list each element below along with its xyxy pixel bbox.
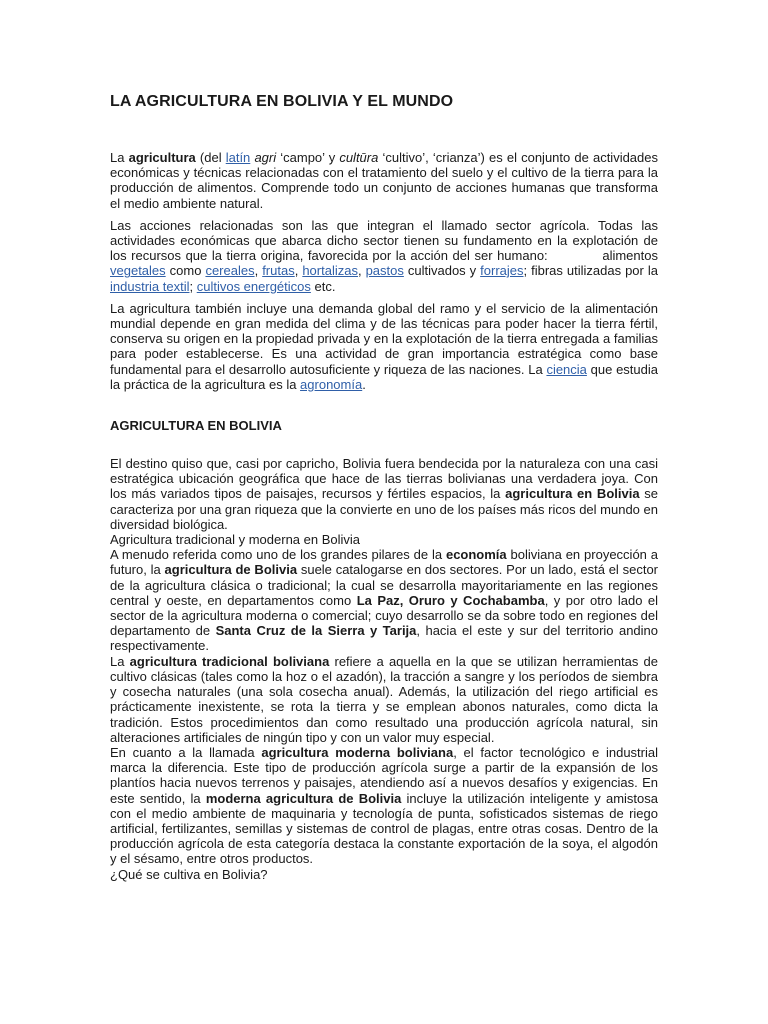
text: La agricultura también incluye una demanda global del ramo y el servicio de la alimentación mundial depende en gran medida del clima y de las técnicas para poder hacer la tierra fértil, conserva su origen en la propiedad privada y en la explotación de la tierra entregada a familias para poder establecerse. Es una actividad de gran importancia estratégica como base fundamental para el desarrollo autosuficiente y riqueza de las naciones. La [110,300,658,377]
paragraph-definition [110,150,658,211]
link-ciencia[interactable]: ciencia [546,361,587,377]
paragraph-tradicional [110,654,658,745]
text: Las acciones relacionadas son las que integran el llamado sector agrícola. Todas las actividades económicas que abarca dicho sector tienen su fundamento en la explotación de los recursos que la tierra origina, favorecida por la acción del ser humano: alimentos [110,217,662,264]
text: cultivados y [403,263,481,279]
text: se caracteriza por una gran riqueza que la convierte en uno de los países más ricos del mundo en diversidad biológica. [110,486,659,532]
text: como [165,263,206,279]
text: ; fibras utilizadas por la [523,263,662,279]
subheading-tradicional-moderna: Agricultura tradicional y moderna en Bolivia [110,532,361,548]
text: (del [195,150,226,165]
section-title: AGRICULTURA EN BOLIVIA [110,418,282,434]
text: , [254,263,263,279]
text: ; [189,278,197,294]
link-agronomia[interactable]: agronomía [300,376,363,392]
bold-term: La Paz, Oruro y Cochabamba [356,592,545,608]
bold-term: Santa Cruz de la Sierra y Tarija [215,623,417,639]
bold-term: agricultura moderna boliviana [261,744,454,760]
text: , [294,263,303,279]
text: boliviana en proyección a futuro, la [110,547,658,578]
text: refiere a aquella en la que se utilizan herramientas de cultivo clásicas (tales como la hoz o el azadón), la tracción a sangre y los períodos de siembra y cosecha naturales (una sola cosecha anual). Además, la utilización del riego artificial es prácticamente inexistente, se rota la tierra y se emplean abonos naturales, como dicta la tradición. Estos procedimientos dan como resultado una producción agrícola natural, sin alteraciones artificiales de ningún tipo y con un valor muy especial. [110,653,658,745]
text: El destino quiso que, casi por capricho, Bolivia fuera bendecida por la naturaleza con una casi estratégica ubicación geográfica que hace de las tierras bolivianas una verdadera joya. Con los más variados tipos de paisajes, recursos y fértiles espacios, la [110,456,658,502]
link-cereales[interactable]: cereales [205,263,255,279]
text: que estudia la práctica de la agricultura es la [110,361,658,392]
bold-term: economía [445,547,507,563]
text: , el factor tecnológico e industrial marca la diferencia. Este tipo de producción agrícola surge a partir de la expansión de los plantíos hacia nuevos terrenos y paisajes, atendiendo así a nuevos desafíos y exigencias. En este sentido, la [110,744,659,806]
paragraph-global [110,301,658,392]
text: A menudo referida como uno de los grandes pilares de la [110,547,446,563]
text: ‘cultivo’, ‘crianza’) es el conjunto de actividades económicas y técnicas relacionadas con el tratamiento del suelo y el cultivo de la tierra para la producción de alimentos. Comprende todo un conjunto de acciones humanas que transforma el medio ambiente natural. [110,150,658,211]
text: . [362,376,366,392]
text: , hacia el este y sur del territorio andino respectivamente. [110,623,658,654]
bold-term: moderna agricultura de Bolivia [205,790,402,806]
paragraph-sector [110,217,662,294]
text: ‘campo’ y [276,150,340,165]
document-title: LA AGRICULTURA EN BOLIVIA Y EL MUNDO [110,93,454,110]
link-forrajes[interactable]: forrajes [480,263,524,279]
text: La [110,653,130,669]
paragraph-destino [110,456,658,532]
link-latin[interactable]: latín [225,150,251,165]
subheading-que-se-cultiva: ¿Qué se cultiva en Bolivia? [110,866,268,882]
paragraph-moderna [110,745,658,867]
link-frutas[interactable]: frutas [262,263,295,279]
bold-term: agricultura de Bolivia [164,562,298,578]
text: suele catalogarse en dos sectores. Por un lado, está el sector de la agricultura clásica o tradicional; la cual se desarrolla mayoritariamente en las regiones central y oeste, en departamentos como [110,562,659,608]
text: incluye la utilización inteligente y amistosa con el medio ambiente de maquinaria y tecnología de punta, sofisticados sistemas de riego artificial, fertilizantes, semillas y sistemas de control de plagas, entre otras cosas. Dentro de la producción agrícola de esta categoría destaca la constante exportación de la soya, el algodón y el sésamo, entre otros productos. [110,790,658,867]
text: La [110,150,129,165]
text: etc. [310,278,336,294]
link-pastos[interactable]: pastos [365,263,404,279]
italic-term: cultūra [339,150,379,165]
bold-term: agricultura en Bolivia [505,486,640,502]
italic-term: agri [254,150,277,165]
link-vegetales[interactable]: vegetales [110,263,166,279]
link-industria-textil[interactable]: industria textil [110,278,190,294]
link-hortalizas[interactable]: hortalizas [302,263,358,279]
text: , [357,263,366,279]
text: En cuanto a la llamada [110,744,262,760]
text: , y por otro lado el sector de la agricultura moderna o comercial; cuyo desarrollo se da sobre todo en regiones del departamento de [110,592,659,639]
bold-term: agricultura [128,150,196,165]
paragraph-economia [110,547,658,653]
link-cultivos-energeticos[interactable]: cultivos energéticos [196,278,311,294]
bold-term: agricultura tradicional boliviana [129,653,330,669]
